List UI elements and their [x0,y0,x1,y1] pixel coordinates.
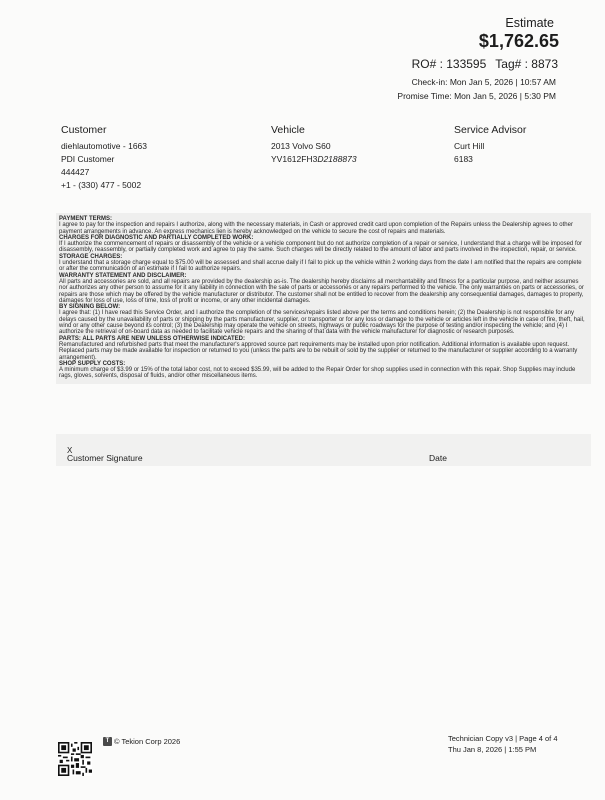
payment-terms-text: I agree to pay for the inspection and repairs I authorize, along with the necessary materials, in Cash or approved credit card upon completion of the Repairs unless the Dealership agrees to other payment arrangements in advance. An express mechanics lien is hereby acknowledged on the vehicle to secure the cost of repairs and materials. [59,222,573,235]
customer-number: 444427 [61,167,90,177]
signing-heading: BY SIGNING BELOW: [59,304,121,311]
printed-time: Thu Jan 8, 2026 | 1:55 PM [448,744,537,754]
advisor-section [454,124,526,166]
vin-prefix: YV1612FH3 [271,154,318,164]
parts-heading: PARTS: ALL PARTS ARE NEW UNLESS OTHERWISE INDICATED: [59,335,246,342]
qr-code-icon [58,742,92,776]
copyright-text: © Tekion Corp 2026 [114,737,181,746]
shop-supply-text: A minimum charge of $3.99 or 15% of the total labor cost, not to exceed $35.99, will be added to the Repair Order for shop supplies used in connection with this repair. Shop Supplies may include rags, gloves, solvents, disposal of fluids, and/or other miscellaneous items. [59,367,576,380]
signing-text: I agree that: (1) I have read this Service Order, and I authorize the completion of the services/repairs listed above per the terms and conditions herein; (2) the Dealership is not responsible for any delays caused by the unavailability of parts or shipping by the parts manufacturer, supplier, or transporter or for any loss or damage to the vehicle or articles left in the vehicle in case of fire, theft, hail, wind or any other cause beyond its control; (3) the Dealership may operate the vehicle on streets, highways or public roadways for the purpose of testing and/or inspecting the vehicle; and (4) I authorize the retrieval of on-board data as needed to facilitate vehicle repairs and the sharing of that data with the vehicle manufacturer for diagnostic or research purposes. [59,310,585,336]
parts-text: Remanufactured and refurbished parts that meet the manufacturer's approved source part requirements may be installed upon prior notification. Additional information is available upon request. Replaced parts may be made available for inspection or returned to you (unless the parts are to be rebuilt or sold by the supplier or returned to the manufacturer or supplier according to a warranty arrangement). [59,341,578,361]
advisor-number: 6183 [454,154,473,164]
vehicle-vin [271,153,357,166]
tag-number: Tag# : 8873 [495,57,558,71]
customer-name: PDI Customer [61,154,115,164]
footer-page-info [448,734,558,755]
vin-suffix: D2188873 [317,154,357,164]
customer-account: diehlautomotive - 1663 [61,141,148,151]
storage-charges-heading: STORAGE CHARGES: [59,253,123,260]
customer-signature-label: Customer Signature [67,453,143,463]
warranty-heading: WARRANTY STATEMENT AND DISCLAIMER: [59,272,187,279]
date-label: Date [429,453,447,463]
terms-block [56,213,591,384]
checkin-time: Check-in: Mon Jan 5, 2026 | 10:57 AM [411,77,556,87]
estimate-total: $1,762.65 [478,31,559,51]
customer-phone: +1 - (330) 477 - 5002 [61,180,142,190]
payment-terms-heading: PAYMENT TERMS: [59,216,113,222]
signature-x-mark: X [67,446,73,455]
advisor-name: Curt Hill [454,141,485,151]
estimate-title: Estimate [505,16,554,30]
advisor-heading: Service Advisor [454,124,527,136]
diagnostic-charges-text: If I authorize the commencement of repairs or disassembly of the vehicle or a vehicle component but do not authorize completion of a repair or service, I understand that a charge will be imposed for disassembly, reassembly, or partially completed work and agree to pay the same. Such charges will be directly related to the amount of labor and parts involved in the inspection, repair, or service. [59,241,582,254]
promise-time: Promise Time: Mon Jan 5, 2026 | 5:30 PM [397,91,556,101]
storage-charges-text: I understand that a storage charge equal to $75.00 will be assessed and shall accrue daily if I fail to pick up the vehicle within 2 working days from the date I am notified that the repairs are complete or after the communication of an estimate if I fail to authorize repairs. [59,260,582,273]
vehicle-model: 2013 Volvo S60 [271,141,331,151]
vehicle-heading: Vehicle [271,124,305,136]
ro-tag-line [403,57,558,71]
customer-section [61,124,147,192]
copy-page-label: Technician Copy v3 | Page 4 of 4 [448,734,558,743]
diagnostic-charges-heading: CHARGES FOR DIAGNOSTIC AND PARTIALLY COMPLETED WORK: [59,234,254,241]
shop-supply-heading: SHOP SUPPLY COSTS: [59,360,126,367]
warranty-text: All parts and accessories are sold, and all repairs are provided by the dealership as-is. The dealership hereby disclaims all merchantability and fitness for a particular purpose, and neither assumes nor authorizes any other person to assume for it any liability in connection with the sale of parts or accessories or any repairs performed to the vehicle. The only warranties on parts or accessories, or repairs are those which may be offered by the vehicle manufacturer or distributor. The customer shall not be entitled to recover from the dealership any consequential damages, damages to property, damages for loss of use, loss of time, loss of profit or income, or any other incidental damages. [59,278,584,304]
tekion-logo-icon: T [103,737,112,746]
customer-heading: Customer [61,124,107,136]
ro-number: RO# : 133595 [411,57,487,71]
vehicle-section [271,124,357,166]
